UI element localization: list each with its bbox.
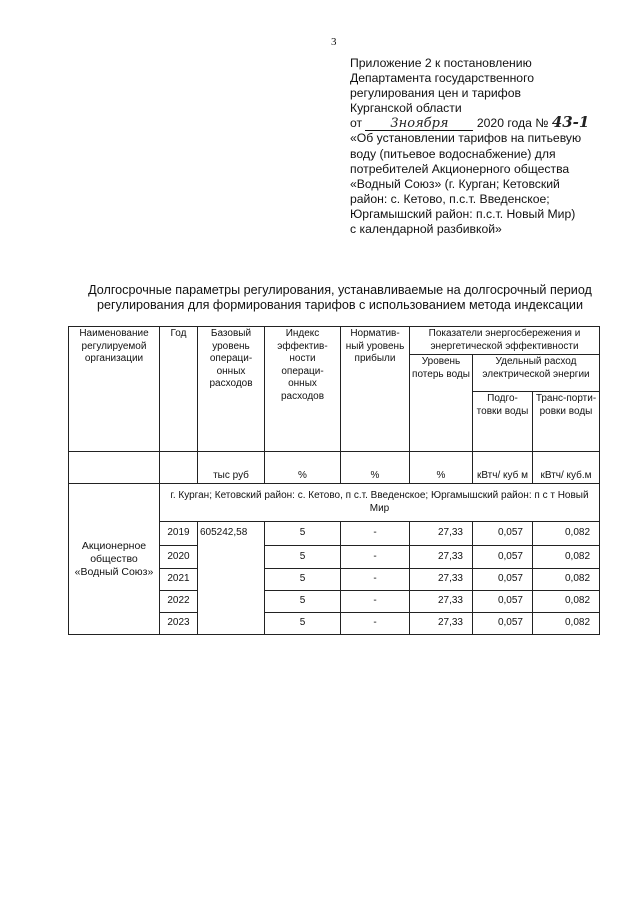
organization-name: Акционерное общество «Водный Союз» <box>69 484 160 635</box>
cell-profit: - <box>341 546 410 569</box>
cell-preparation: 0,057 <box>473 569 533 591</box>
page-number: 3 <box>331 36 337 48</box>
cell-index: 5 <box>265 569 341 591</box>
cell-year: 2023 <box>160 613 198 635</box>
territory-row: г. Курган; Кетовский район: с. Кетово, п с.т. Введенское; Юргамышский район: п с т Новый Мир <box>160 484 600 522</box>
cell-loss: 27,33 <box>410 613 473 635</box>
cell-year: 2019 <box>160 522 198 546</box>
cell-transport: 0,082 <box>533 522 600 546</box>
cell-profit: - <box>341 591 410 613</box>
appendix-line: с календарной разбивкой» <box>350 222 502 237</box>
cell-base-value: 605242,58 <box>198 522 265 635</box>
header-org-name: Наименование регулируемой организации <box>69 327 160 452</box>
appendix-line: потребителей Акционерного общества <box>350 161 570 176</box>
cell-index: 5 <box>265 546 341 569</box>
header-specific-consumption: Удельный расход электрической энергии <box>473 355 600 392</box>
cell-index: 5 <box>265 522 341 546</box>
header-efficiency-index: Индекс эффектив-ности операци-онных расходов <box>265 327 341 452</box>
cell-preparation: 0,057 <box>473 546 533 569</box>
units-empty <box>69 452 160 484</box>
handwritten-number: 43-1 <box>551 113 590 132</box>
appendix-line: «Об установлении тарифов на питьевую <box>350 131 582 146</box>
header-energy-group: Показатели энергосбережения и энергетической эффективности <box>410 327 600 355</box>
cell-preparation: 0,057 <box>473 522 533 546</box>
appendix-line: Юргамышский район: п.с.т. Новый Мир) <box>350 206 576 221</box>
appendix-line: район: с. Кетово, п.с.т. Введенское; <box>350 191 550 206</box>
appendix-block <box>350 56 620 237</box>
header-loss-level: Уровень потерь воды <box>410 355 473 452</box>
cell-year: 2020 <box>160 546 198 569</box>
cell-transport: 0,082 <box>533 569 600 591</box>
header-year: Год <box>160 327 198 452</box>
title-line: регулирования для формирования тарифов с использованием метода индексации <box>97 298 583 312</box>
appendix-line: «Водный Союз» (г. Курган; Кетовский <box>350 176 560 191</box>
cell-loss: 27,33 <box>410 522 473 546</box>
appendix-date-line <box>350 113 620 132</box>
appendix-line: Приложение 2 к постановлению <box>350 56 532 70</box>
year-text: 2020 года № <box>476 116 549 131</box>
unit-preparation: кВтч/ куб м <box>473 452 533 484</box>
units-year-empty <box>160 452 198 484</box>
header-profit: Норматив-ный уровень прибыли <box>341 327 410 452</box>
cell-index: 5 <box>265 613 341 635</box>
cell-transport: 0,082 <box>533 613 600 635</box>
cell-loss: 27,33 <box>410 591 473 613</box>
unit-transport: кВтч/ куб.м <box>533 452 600 484</box>
handwritten-date: 3ноября <box>365 118 473 131</box>
cell-profit: - <box>341 613 410 635</box>
date-prefix: от <box>350 116 363 131</box>
unit-index: % <box>265 452 341 484</box>
appendix-line: Курганской области <box>350 101 462 116</box>
title-line: Долгосрочные параметры регулирования, устанавливаемые на долгосрочный период <box>88 283 592 297</box>
unit-loss: % <box>410 452 473 484</box>
cell-index: 5 <box>265 591 341 613</box>
header-preparation: Подго-товки воды <box>473 392 533 452</box>
cell-loss: 27,33 <box>410 546 473 569</box>
parameters-table <box>68 326 600 635</box>
cell-transport: 0,082 <box>533 546 600 569</box>
header-base-level: Базовый уровень операци-онных расходов <box>198 327 265 452</box>
cell-preparation: 0,057 <box>473 613 533 635</box>
cell-preparation: 0,057 <box>473 591 533 613</box>
appendix-line: Департамента государственного <box>350 71 535 86</box>
cell-profit: - <box>341 569 410 591</box>
cell-year: 2022 <box>160 591 198 613</box>
header-transport: Транс-порти-ровки воды <box>533 392 600 452</box>
appendix-line: регулирования цен и тарифов <box>350 86 521 101</box>
appendix-line: воду (питьевое водоснабжение) для <box>350 146 556 161</box>
cell-profit: - <box>341 522 410 546</box>
unit-profit: % <box>341 452 410 484</box>
cell-loss: 27,33 <box>410 569 473 591</box>
cell-transport: 0,082 <box>533 591 600 613</box>
document-title <box>60 283 620 313</box>
cell-year: 2021 <box>160 569 198 591</box>
unit-base: тыс руб <box>198 452 265 484</box>
